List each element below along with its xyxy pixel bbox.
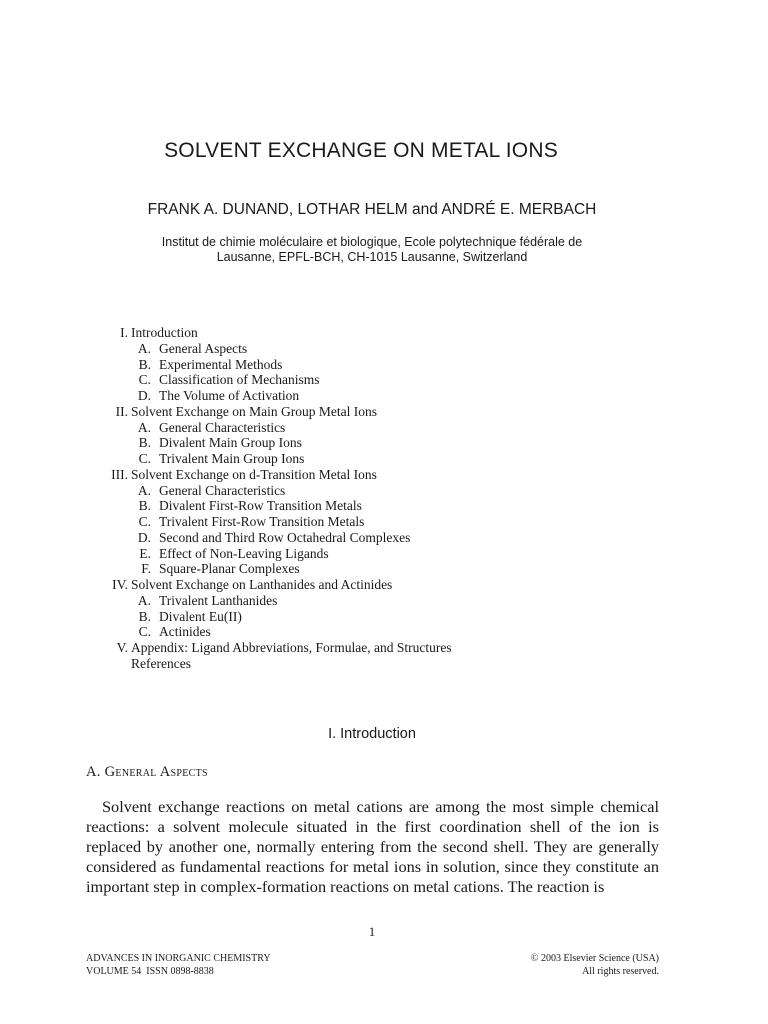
toc-subsection-title: Effect of Non-Leaving Ligands bbox=[159, 545, 329, 561]
toc-subsection-letter: D. bbox=[137, 529, 151, 545]
toc-subsection-title: Square-Planar Complexes bbox=[159, 561, 300, 577]
toc-subsection-row bbox=[0, 341, 768, 357]
affiliation-line-2: Lausanne, EPFL-BCH, CH-1015 Lausanne, Switzerland bbox=[216, 250, 528, 264]
toc-section-row bbox=[0, 577, 768, 593]
footer-copyright-line-1: © 2003 Elsevier Science (USA) bbox=[530, 953, 659, 964]
subsection-letter: A. bbox=[86, 764, 101, 780]
toc-subsection-title: Divalent First-Row Transition Metals bbox=[159, 498, 362, 514]
footer-journal-info bbox=[86, 952, 271, 978]
toc-subsection-letter: F. bbox=[141, 561, 151, 577]
toc-subsection-row bbox=[0, 498, 768, 514]
toc-subsection-letter: A. bbox=[137, 482, 151, 498]
section-heading: I. Introduction bbox=[328, 726, 416, 742]
toc-subsection-row bbox=[0, 483, 768, 499]
toc-subsection-title: Trivalent Lanthanides bbox=[159, 592, 278, 608]
toc-subsection-row bbox=[0, 388, 768, 404]
toc-subsection-row bbox=[0, 514, 768, 530]
toc-section-number: IV. bbox=[112, 577, 128, 592]
toc-subsection-letter: B. bbox=[138, 435, 151, 451]
toc-subsection-row bbox=[0, 561, 768, 577]
toc-subsection-title: Trivalent Main Group Ions bbox=[159, 451, 305, 466]
toc-subsection-row bbox=[0, 530, 768, 546]
toc-subsection-title: Trivalent First-Row Transition Metals bbox=[159, 514, 365, 529]
toc-subsection-letter: C. bbox=[138, 624, 151, 640]
page-number: 1 bbox=[368, 924, 376, 939]
toc-subsection-title: Actinides bbox=[159, 624, 211, 640]
toc-section-title: Introduction bbox=[131, 325, 198, 340]
toc-section-row bbox=[0, 404, 768, 420]
toc-subsection-letter: A. bbox=[137, 340, 151, 356]
toc-section-number: I. bbox=[120, 325, 128, 340]
affiliation-line-1: Institut de chimie moléculaire et biologique, Ecole polytechnique fédérale de bbox=[161, 235, 583, 249]
toc-subsection-row bbox=[0, 451, 768, 467]
toc-subsection-letter: C. bbox=[138, 372, 151, 388]
toc-subsection-row bbox=[0, 609, 768, 625]
toc-section-title: Appendix: Ligand Abbreviations, Formulae, and Structures bbox=[131, 640, 452, 655]
toc-subsection-row bbox=[0, 357, 768, 373]
article-title: SOLVENT EXCHANGE ON METAL IONS bbox=[164, 139, 558, 162]
toc-subsection-letter: B. bbox=[138, 356, 151, 372]
toc-subsection-title: Divalent Main Group Ions bbox=[159, 435, 302, 451]
toc-subsection-letter: D. bbox=[137, 388, 151, 403]
toc-section-number: II. bbox=[115, 403, 128, 419]
toc-subsection-letter: C. bbox=[138, 514, 151, 529]
footer-journal-line-1: ADVANCES IN INORGANIC CHEMISTRY bbox=[86, 953, 271, 964]
toc-subsection-title: Second and Third Row Octahedral Complexes bbox=[159, 529, 411, 545]
toc-section-number: III. bbox=[111, 466, 128, 482]
toc-subsection-row bbox=[0, 593, 768, 609]
toc-section-row bbox=[0, 656, 768, 672]
toc-subsection-letter: B. bbox=[138, 608, 151, 624]
body-paragraph: Solvent exchange reactions on metal cations are among the most simple chemical reactions: a solvent molecule situated in the first coordination shell of the ion is replaced by another one, normally entering from the second shell. They are generally considered as fundamental reactions for metal ions in solution, since they constitute an important step in complex-formation reactions on metal cations. The reaction is bbox=[86, 797, 659, 896]
toc-subsection-title: General Characteristics bbox=[159, 419, 286, 435]
subsection-heading bbox=[86, 764, 208, 781]
subsection-title: General Aspects bbox=[104, 764, 208, 780]
toc-subsection-title: Experimental Methods bbox=[159, 356, 283, 372]
footer-journal-line-2: VOLUME 54 ISSN 0898-8838 bbox=[86, 966, 214, 977]
footer-copyright bbox=[531, 952, 659, 978]
toc-subsection-letter: B. bbox=[138, 498, 151, 514]
toc-section-row bbox=[0, 467, 768, 483]
toc-section-number: V. bbox=[116, 640, 128, 655]
toc-subsection-row bbox=[0, 435, 768, 451]
article-authors: FRANK A. DUNAND, LOTHAR HELM and ANDRÉ E. MERBACH bbox=[147, 201, 597, 218]
table-of-contents bbox=[0, 325, 768, 672]
toc-subsection-letter: E. bbox=[139, 545, 151, 561]
toc-subsection-row bbox=[0, 624, 768, 640]
author-affiliation bbox=[100, 235, 644, 265]
toc-subsection-letter: C. bbox=[138, 451, 151, 466]
footer-copyright-line-2: All rights reserved. bbox=[582, 966, 659, 977]
toc-section-title: Solvent Exchange on Main Group Metal Ions bbox=[131, 403, 377, 419]
toc-subsection-title: Divalent Eu(II) bbox=[159, 608, 242, 624]
toc-subsection-title: General Characteristics bbox=[159, 482, 286, 498]
toc-section-title: Solvent Exchange on Lanthanides and Actinides bbox=[131, 577, 393, 592]
toc-subsection-title: General Aspects bbox=[159, 340, 248, 356]
toc-section-row bbox=[0, 325, 768, 341]
toc-subsection-row bbox=[0, 546, 768, 562]
toc-subsection-row bbox=[0, 372, 768, 388]
toc-subsection-title: The Volume of Activation bbox=[159, 388, 300, 403]
toc-subsection-title: Classification of Mechanisms bbox=[159, 372, 320, 388]
toc-subsection-letter: A. bbox=[137, 592, 151, 608]
toc-subsection-letter: A. bbox=[137, 419, 151, 435]
toc-section-title: Solvent Exchange on d-Transition Metal Ions bbox=[131, 466, 377, 482]
toc-section-row bbox=[0, 640, 768, 656]
toc-subsection-row bbox=[0, 420, 768, 436]
toc-section-title: References bbox=[131, 655, 191, 671]
